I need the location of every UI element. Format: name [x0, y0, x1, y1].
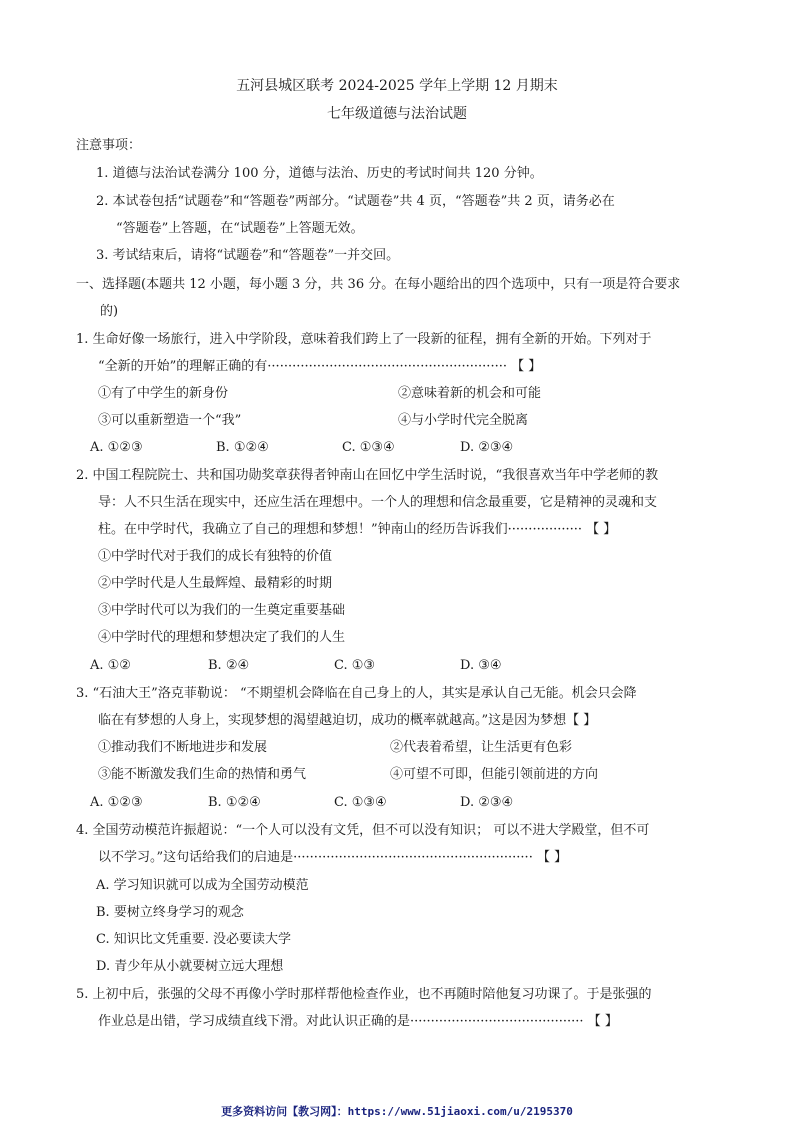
question-4-choice-b: B. 要树立终身学习的观念	[96, 905, 244, 920]
question-2-stem: 导：人不只生活在现实中，还应生活在理想中。一个人的理想和信念最重要，它是精神的灵魂和支	[98, 495, 658, 510]
notice-item: 1. 道德与法治试卷满分 100 分，道德与法治、历史的考试时间共 120 分钟。	[96, 166, 543, 181]
question-2-stem: 柱。在中学时代，我确立了自己的理想和梦想！”钟南山的经历告诉我们·················· 【 】	[98, 522, 617, 537]
notice-item: 2. 本试卷包括“试题卷”和“答题卷”两部分。“试题卷”共 4 页，“答题卷”共 2 页，请务必在	[96, 194, 615, 209]
question-2-option: ①中学时代对于我们的成长有独特的价值	[98, 549, 333, 564]
exam-title: 五河县城区联考 2024-2025 学年上学期 12 月期末	[236, 78, 558, 94]
question-2-option: ④中学时代的理想和梦想决定了我们的人生	[98, 630, 346, 645]
question-1-choice-b: B. ①②④	[216, 440, 269, 455]
question-3-option: ③能不断激发我们生命的热情和勇气	[98, 767, 307, 782]
footer-link[interactable]: 更多资料访问【教习网】：https://www.51jiaoxi.com/u/2195370	[221, 1105, 573, 1118]
question-1-option: ③可以重新塑造一个“我”	[98, 413, 242, 428]
question-1-option: ①有了中学生的新身份	[98, 386, 229, 401]
question-1-choice-d: D. ②③④	[460, 440, 514, 455]
question-3-stem: 临在有梦想的人身上，实现梦想的渴望越迫切，成功的概率就越高。”这是因为梦想【 】	[98, 713, 597, 728]
question-3-choice-a: A. ①②③	[90, 795, 143, 810]
question-1-stem: “全新的开始”的理解正确的有·························································· 【 】	[98, 359, 542, 374]
question-4-choice-c: C. 知识比文凭重要. 没必要读大学	[96, 932, 292, 947]
question-4-stem: 以不学习。”这句话给我们的启迪是·························································· 【 】	[98, 850, 568, 865]
question-4-choice-a: A. 学习知识就可以成为全国劳动模范	[96, 878, 309, 893]
question-4-stem: 4. 全国劳动模范许振超说：“一个人可以没有文凭，但不可以没有知识； 可以不进大学殿堂，但不可	[76, 823, 650, 838]
exam-subtitle: 七年级道德与法治试题	[327, 106, 467, 122]
question-2-choice-a: A. ①②	[90, 658, 131, 673]
section-heading: 一、选择题(本题共 12 小题，每小题 3 分，共 36 分。在每小题给出的四个选项中，只有一项是符合要求	[76, 277, 681, 292]
question-4-choice-d: D. 青少年从小就要树立远大理想	[96, 959, 284, 974]
section-heading-cont: 的)	[100, 304, 119, 319]
question-5-stem: 5. 上初中后，张强的父母不再像小学时那样帮他检查作业，也不再随时陪他复习功课了。于是张强的	[76, 987, 652, 1002]
notice-item: 3. 考试结束后，请将“试题卷”和“答题卷”一并交回。	[96, 248, 400, 263]
notice-item: “答题卷”上答题，在“试题卷”上答题无效。	[116, 221, 364, 236]
question-2-option: ③中学时代可以为我们的一生奠定重要基础	[98, 603, 346, 618]
question-1-option: ②意味着新的机会和可能	[398, 386, 542, 401]
question-2-choice-b: B. ②④	[208, 658, 250, 673]
question-3-option: ②代表着希望，让生活更有色彩	[390, 740, 573, 755]
question-1-stem: 1. 生命好像一场旅行，进入中学阶段，意味着我们跨上了一段新的征程，拥有全新的开始。下列对于	[76, 332, 652, 347]
question-1-choice-c: C. ①③④	[342, 440, 395, 455]
question-3-stem: 3. “石油大王”洛克菲勒说： “不期望机会降临在自己身上的人，其实是承认自己无能。机会只会降	[76, 686, 637, 701]
question-3-choice-b: B. ①②④	[208, 795, 261, 810]
question-3-option: ①推动我们不断地进步和发展	[98, 740, 268, 755]
question-2-choice-c: C. ①③	[334, 658, 376, 673]
question-2-option: ②中学时代是人生最辉煌、最精彩的时期	[98, 576, 333, 591]
question-3-option: ④可望不可即，但能引领前进的方向	[390, 767, 599, 782]
question-1-option: ④与小学时代完全脱离	[398, 413, 529, 428]
question-5-stem: 作业总是出错，学习成绩直线下滑。对此认识正确的是·········································· 【 】	[98, 1014, 618, 1029]
question-2-choice-d: D. ③④	[460, 658, 502, 673]
question-3-choice-c: C. ①③④	[334, 795, 387, 810]
question-1-choice-a: A. ①②③	[90, 440, 143, 455]
question-2-stem: 2. 中国工程院院士、共和国功勋奖章获得者钟南山在回忆中学生活时说，“我很喜欢当年中学老师的教	[76, 468, 659, 483]
question-3-choice-d: D. ②③④	[460, 795, 514, 810]
notice-heading: 注意事项：	[76, 138, 142, 153]
